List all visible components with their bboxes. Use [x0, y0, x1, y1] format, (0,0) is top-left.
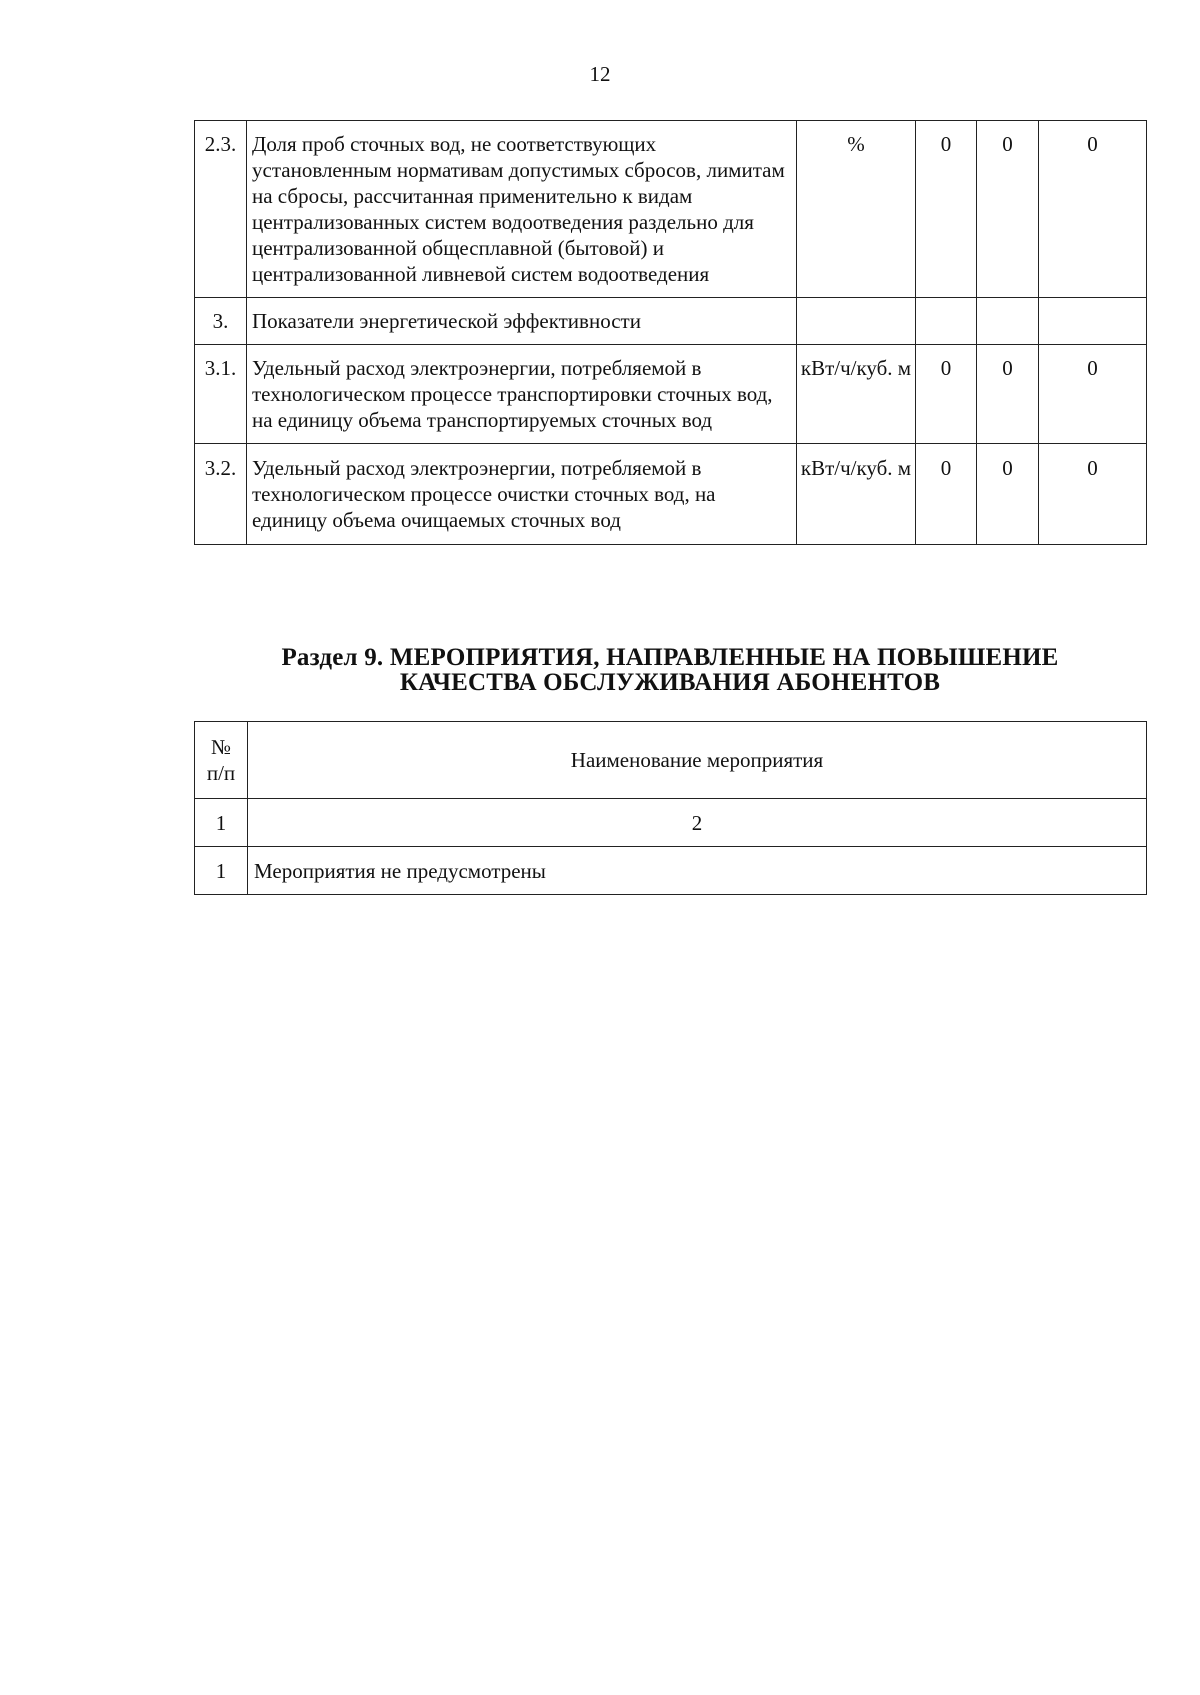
row-number: 3.	[195, 298, 247, 345]
indicator-value-3: 0	[1039, 444, 1147, 545]
table-row	[195, 444, 1147, 545]
indicator-value-2: 0	[977, 345, 1039, 444]
column-number-2: 2	[248, 799, 1147, 847]
indicator-unit: %	[797, 121, 916, 298]
section-title-line-1: Раздел 9. МЕРОПРИЯТИЯ, НАПРАВЛЕННЫЕ НА ПОВЫШЕНИЕ	[281, 644, 1059, 671]
indicator-value-3: 0	[1039, 121, 1147, 298]
table-row	[195, 298, 1147, 345]
measures-table	[194, 721, 1147, 895]
table-row	[195, 847, 1147, 895]
section-title-line-2: КАЧЕСТВА ОБСЛУЖИВАНИЯ АБОНЕНТОВ	[399, 669, 941, 696]
indicator-unit: кВт/ч/куб. м	[797, 444, 916, 545]
indicator-name: Удельный расход электроэнергии, потребляемой в технологическом процессе транспортировки сточных вод, на единицу объема транспортируемых сточных вод	[247, 345, 797, 444]
indicator-unit	[797, 298, 916, 345]
indicator-value-2: 0	[977, 121, 1039, 298]
table-header-row	[195, 722, 1147, 799]
header-number-line-1: №	[210, 735, 232, 759]
measure-text: Мероприятия не предусмотрены	[248, 847, 1147, 895]
indicator-name: Удельный расход электроэнергии, потребляемой в технологическом процессе очистки сточных вод, на единицу объема очищаемых сточных вод	[247, 444, 797, 545]
page-number: 12	[589, 62, 611, 86]
indicator-name: Доля проб сточных вод, не соответствующих установленным нормативам допустимых сбросов, лимитам на сбросы, рассчитанная применительно к видам централизованных систем водоотведения раздельно для централизованной общесплавной (бытовой) и централизованной ливневой систем водоотведения	[247, 121, 797, 298]
row-number: 3.2.	[195, 444, 247, 545]
row-number: 1	[195, 847, 248, 895]
indicator-unit: кВт/ч/куб. м	[797, 345, 916, 444]
header-number	[195, 722, 248, 799]
row-number: 2.3.	[195, 121, 247, 298]
indicator-value-1	[916, 298, 977, 345]
indicators-table	[194, 120, 1147, 545]
indicator-name: Показатели энергетической эффективности	[247, 298, 797, 345]
indicator-value-3: 0	[1039, 345, 1147, 444]
indicator-value-1: 0	[916, 345, 977, 444]
column-number-row	[195, 799, 1147, 847]
header-number-line-2: п/п	[206, 761, 236, 785]
row-number: 3.1.	[195, 345, 247, 444]
indicator-value-1: 0	[916, 444, 977, 545]
indicator-value-1: 0	[916, 121, 977, 298]
indicator-value-3	[1039, 298, 1147, 345]
table-row	[195, 345, 1147, 444]
column-number-1: 1	[195, 799, 248, 847]
indicator-value-2: 0	[977, 444, 1039, 545]
section-title	[194, 645, 1146, 695]
header-measure-name: Наименование мероприятия	[248, 722, 1147, 799]
indicator-value-2	[977, 298, 1039, 345]
table-row	[195, 121, 1147, 298]
